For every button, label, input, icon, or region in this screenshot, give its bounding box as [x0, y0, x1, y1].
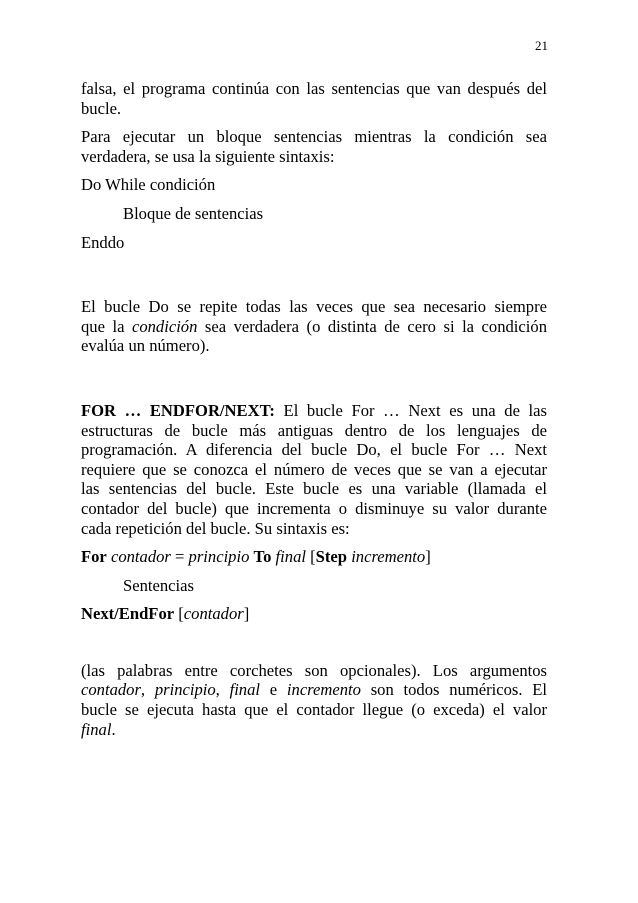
text-line: requiere que se conozca el número de veces que se van a ejecutar: [81, 459, 547, 479]
text-line: las sentencias del bucle. Este bucle es una variable (llamada el: [81, 479, 547, 499]
keyword-for: For: [81, 547, 107, 567]
syntax-next-line: [81, 604, 547, 624]
paragraph-for-next: [81, 401, 547, 538]
emphasis-condicion: condición: [131, 316, 198, 336]
text-line: Do While condición: [81, 175, 216, 195]
text-line: Sentencias: [123, 575, 194, 595]
text-line: Bloque de sentencias: [123, 203, 264, 223]
syntax-do-while-body: [81, 204, 547, 224]
text-line: cada repetición del bucle. Su sintaxis es:: [81, 518, 350, 538]
text-line: contador del bucle) que incrementa o disminuye su valor durante: [81, 498, 547, 518]
page-number: 21: [535, 38, 548, 53]
text-line: Next/EndFor [contador]: [81, 604, 250, 624]
section-heading-for: FOR … ENDFOR/NEXT:: [81, 400, 275, 420]
text-line: For contador = principio To final [Step incremento]: [81, 547, 431, 567]
paragraph-continuation: [81, 79, 547, 118]
text-line: bucle.: [81, 98, 122, 118]
text-line: evalúa un número).: [81, 336, 210, 356]
text-line: (las palabras entre corchetes son opcionales). Los argumentos: [81, 660, 547, 680]
text-line: contador, principio, final e incremento son todos numéricos. El: [81, 680, 548, 700]
text-line: programación. A diferencia del bucle Do, el bucle For … Next: [81, 440, 547, 460]
paragraph-for-arguments: [81, 661, 547, 739]
paragraph-do-while-intro: [81, 127, 547, 166]
text-line: El bucle Do se repite todas las veces que sea necesario siempre: [81, 297, 547, 317]
text-line: final.: [81, 719, 116, 739]
page-content: [81, 79, 547, 739]
syntax-for-line: [81, 547, 547, 567]
text-line: verdadera, se usa la siguiente sintaxis:: [81, 146, 335, 166]
keyword-step: Step: [315, 547, 348, 567]
text-line: falsa, el programa continúa con las sentencias que van después del: [81, 79, 547, 98]
text-line: estructuras de bucle más antiguas dentro de los lenguajes de: [81, 420, 547, 440]
text-line: bucle se ejecuta hasta que el contador llegue (o exceda) el valor: [81, 700, 547, 720]
text-line: Enddo: [81, 232, 125, 252]
syntax-for-body: [81, 576, 547, 596]
syntax-do-while-line: [81, 175, 547, 195]
keyword-to: To: [253, 547, 272, 567]
text-line: que la condición sea verdadera (o distinta de cero si la condición: [81, 316, 547, 336]
syntax-enddo-line: [81, 233, 547, 253]
text-line: Para ejecutar un bloque sentencias mientras la condición sea: [81, 127, 547, 147]
paragraph-do-explanation: [81, 297, 547, 356]
text-line: FOR … ENDFOR/NEXT: El bucle For … Next es una de las: [81, 400, 547, 420]
keyword-next: Next/EndFor: [81, 604, 175, 624]
